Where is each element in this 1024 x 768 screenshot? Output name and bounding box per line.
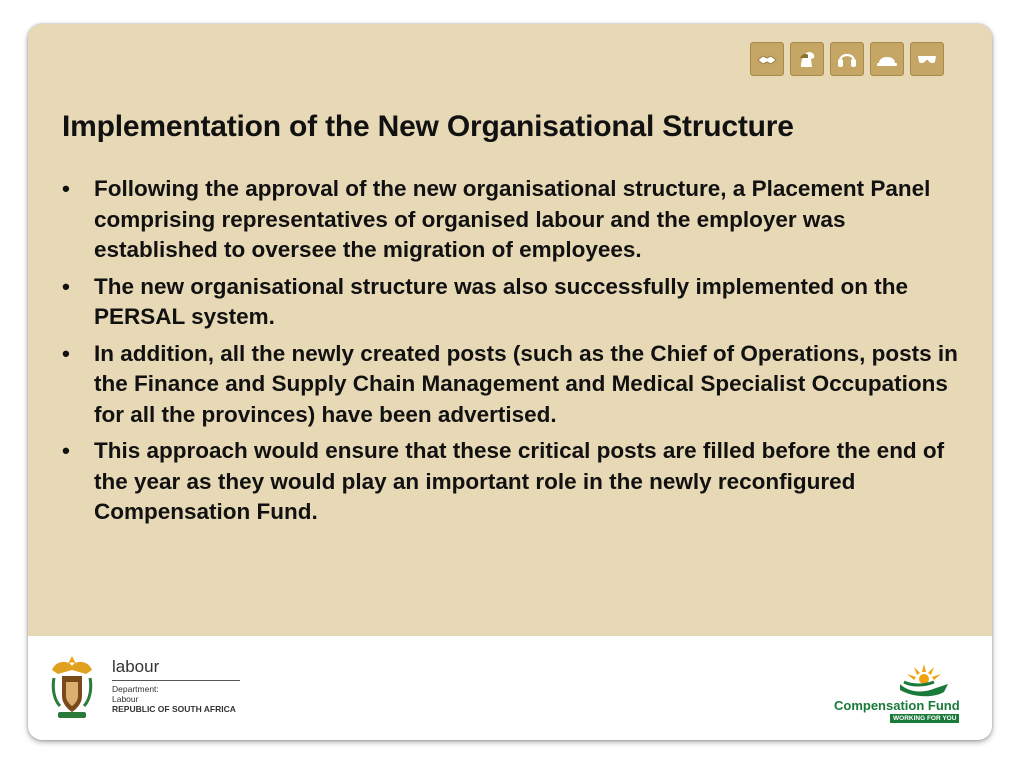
department-of-labour-logo: [46, 652, 240, 724]
bullet-item: • The new organisational structure was also successfully implemented on the PERSAL system.: [62, 272, 962, 333]
hardhat-profile-icon: [790, 42, 824, 76]
header-icon-bar: [750, 42, 944, 76]
bullet-item: • This approach would ensure that these critical posts are filled before the end of the year as they would play an important role in the newly reconfigured Compensation Fund.: [62, 436, 962, 528]
department-label: Department:: [112, 684, 159, 694]
compensation-fund-name: Compensation Fund: [834, 698, 960, 713]
ear-protection-icon: [830, 42, 864, 76]
sun-hands-icon: [894, 662, 954, 698]
country-name: REPUBLIC OF SOUTH AFRICA: [112, 704, 236, 714]
compensation-fund-logo: [834, 662, 974, 724]
slide-footer: [28, 636, 992, 740]
bullet-item: • In addition, all the newly created posts (such as the Chief of Operations, posts in the Finance and Supply Chain Management and Medical Specialist Occupations for all the provinces) have been advertised.: [62, 339, 962, 431]
coat-of-arms-icon: [46, 652, 98, 724]
slide-content: [28, 24, 992, 636]
slide-title: Implementation of the New Organisational Structure: [62, 110, 794, 143]
compensation-fund-tagline: WORKING FOR YOU: [890, 714, 959, 723]
slide: [28, 24, 992, 740]
bullet-list: [62, 174, 962, 534]
labour-wordmark: labour: [112, 657, 160, 676]
bullet-item: • Following the approval of the new organisational structure, a Placement Panel comprising representatives of organised labour and the employer was established to oversee the migration of employees.: [62, 174, 962, 266]
logo-divider: [112, 680, 240, 681]
handshake-icon: [750, 42, 784, 76]
department-name: Labour: [112, 694, 139, 704]
hardhat-icon: [870, 42, 904, 76]
safety-glasses-icon: [910, 42, 944, 76]
